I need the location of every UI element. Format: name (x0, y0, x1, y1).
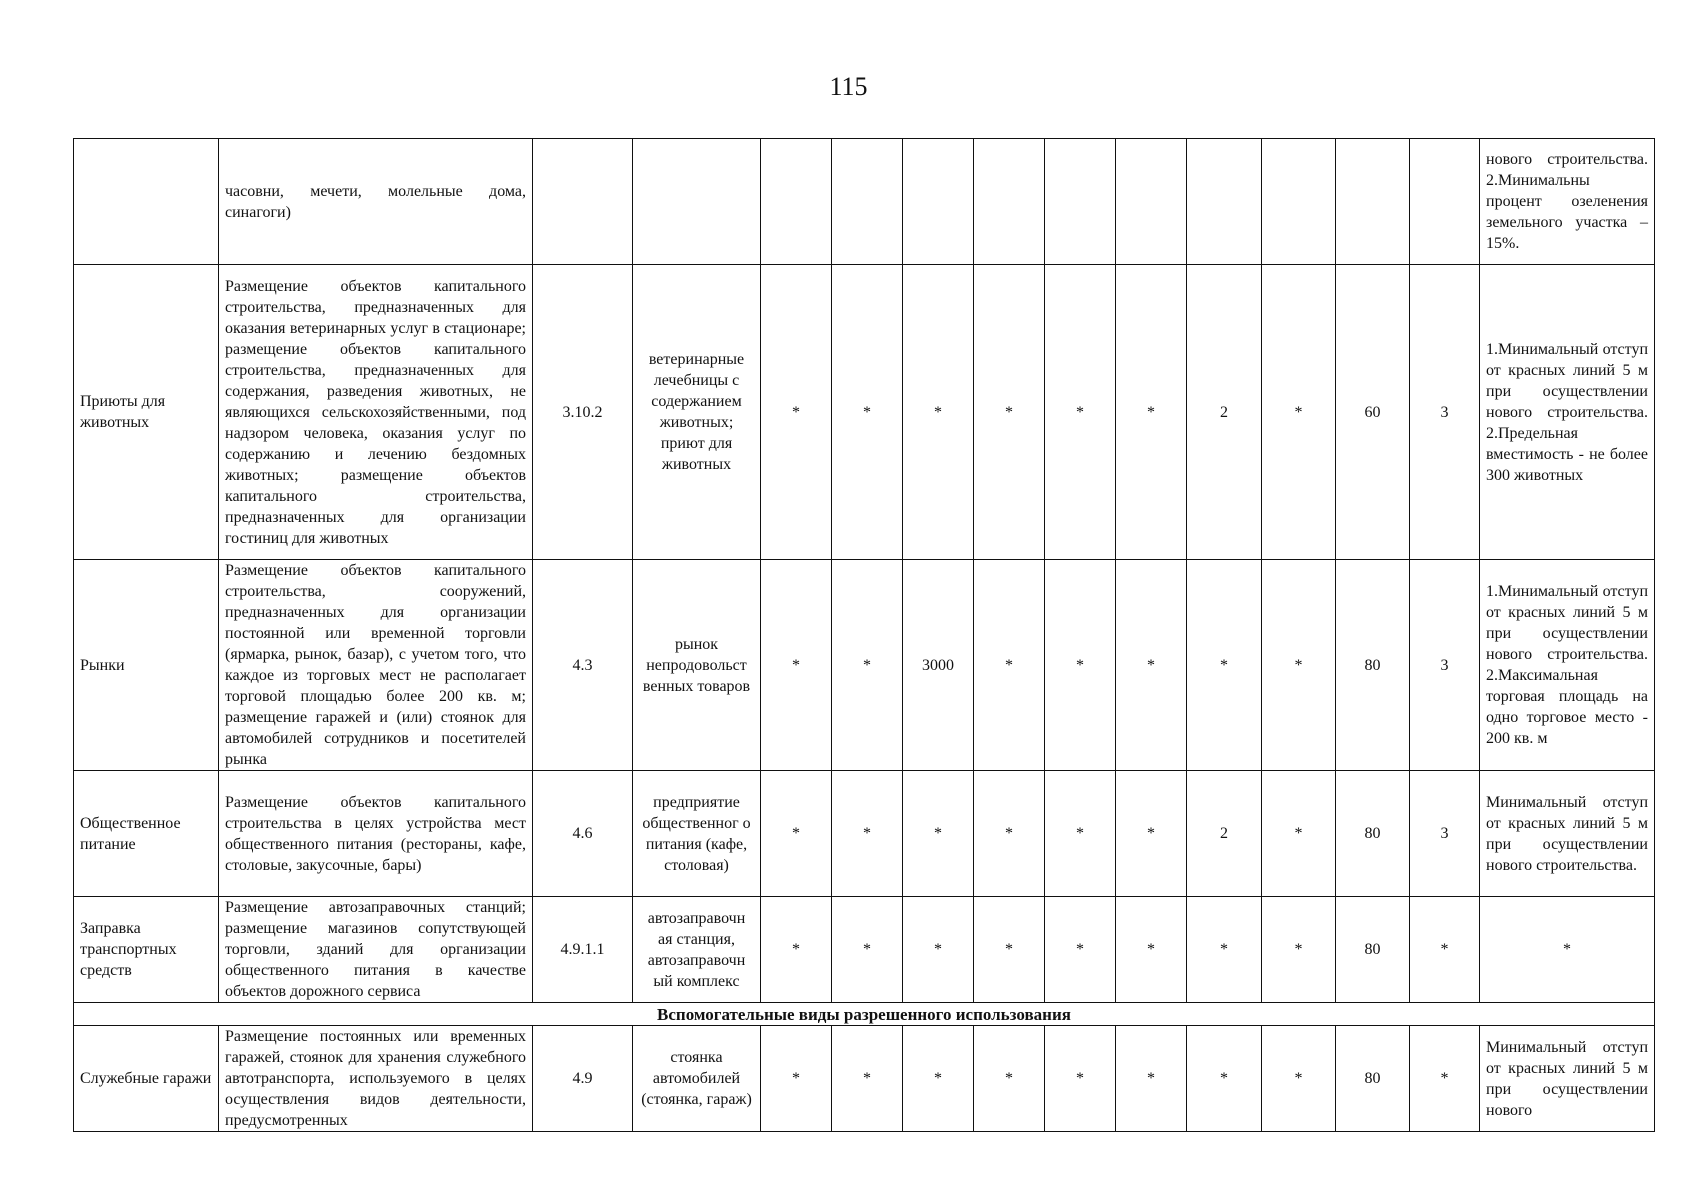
table-row (74, 897, 1655, 1003)
use-code-cell: 4.3 (533, 560, 633, 771)
param-cell-7 (1187, 139, 1262, 265)
use-description-cell: Размещение объектов капитального строительства в целях устройства мест общественного питания (рестораны, кафе, столовые, закусочные, бары) (219, 771, 533, 897)
param-cell-9: 80 (1336, 1026, 1410, 1132)
table-row (74, 560, 1655, 771)
param-cell-10: 3 (1410, 265, 1480, 560)
param-cell-6: * (1116, 560, 1187, 771)
page-number: 115 (829, 72, 868, 101)
param-cell-8: * (1262, 771, 1336, 897)
use-name-cell: Общественное питание (74, 771, 219, 897)
table-row (74, 1026, 1655, 1132)
use-name-cell: Заправка транспортных средств (74, 897, 219, 1003)
param-cell-10: * (1410, 897, 1480, 1003)
table-row (74, 139, 1655, 265)
use-description-cell: Размещение объектов капитального строительства, сооружений, предназначенных для организации постоянной или временной торговли (ярмарка, рынок, базар), с учетом того, что каждое из торговых мест не располагает торговой площадью более 200 кв. м; размещение гаражей и (или) стоянок для автомобилей сотрудников и посетителей рынка (219, 560, 533, 771)
param-cell-4: * (974, 560, 1045, 771)
param-cell-7: 2 (1187, 265, 1262, 560)
param-cell-10: 3 (1410, 560, 1480, 771)
param-cell-3: * (903, 265, 974, 560)
object-type-cell: стоянка автомобилей (стоянка, гараж) (633, 1026, 761, 1132)
section-title: Вспомогательные виды разрешенного использования (74, 1003, 1655, 1026)
param-cell-8: * (1262, 560, 1336, 771)
object-type-cell: предприятие общественног о питания (кафе, столовая) (633, 771, 761, 897)
param-cell-6: * (1116, 771, 1187, 897)
param-cell-2: * (832, 1026, 903, 1132)
param-cell-1: * (761, 1026, 832, 1132)
param-cell-2: * (832, 771, 903, 897)
param-cell-3 (903, 139, 974, 265)
param-cell-10: * (1410, 1026, 1480, 1132)
use-code-cell: 3.10.2 (533, 265, 633, 560)
object-type-cell (633, 139, 761, 265)
param-cell-9 (1336, 139, 1410, 265)
param-cell-2: * (832, 897, 903, 1003)
param-cell-9: 60 (1336, 265, 1410, 560)
param-cell-8: * (1262, 265, 1336, 560)
param-cell-8: * (1262, 897, 1336, 1003)
param-cell-5: * (1045, 897, 1116, 1003)
use-code-cell: 4.6 (533, 771, 633, 897)
param-cell-5: * (1045, 265, 1116, 560)
param-cell-4: * (974, 771, 1045, 897)
use-description-cell: Размещение постоянных или временных гаражей, стоянок для хранения служебного автотранспорта, используемого в целях осуществления видов деятельности, предусмотренных (219, 1026, 533, 1132)
param-cell-6 (1116, 139, 1187, 265)
notes-cell: 1.Минимальный отступ от красных линий 5 м при осуществлении нового строительства. 2.Предельная вместимость - не более 300 животных (1480, 265, 1655, 560)
param-cell-3: * (903, 897, 974, 1003)
param-cell-9: 80 (1336, 771, 1410, 897)
object-type-cell: автозаправочн ая станция, автозаправочн ый комплекс (633, 897, 761, 1003)
param-cell-3: * (903, 1026, 974, 1132)
regulations-table (73, 138, 1655, 1132)
param-cell-5: * (1045, 560, 1116, 771)
use-name-cell: Приюты для животных (74, 265, 219, 560)
param-cell-4: * (974, 897, 1045, 1003)
param-cell-4: * (974, 265, 1045, 560)
use-name-cell: Рынки (74, 560, 219, 771)
param-cell-6: * (1116, 1026, 1187, 1132)
param-cell-6: * (1116, 897, 1187, 1003)
use-description-cell: Размещение автозаправочных станций; размещение магазинов сопутствующей торговли, зданий для организации общественного питания в качестве объектов дорожного сервиса (219, 897, 533, 1003)
param-cell-2 (832, 139, 903, 265)
notes-cell: * (1480, 897, 1655, 1003)
param-cell-8: * (1262, 1026, 1336, 1132)
table-row (74, 265, 1655, 560)
use-code-cell: 4.9 (533, 1026, 633, 1132)
param-cell-1 (761, 139, 832, 265)
notes-cell: 1.Минимальный отступ от красных линий 5 м при осуществлении нового строительства. 2.Максимальная торговая площадь на одно торговое место - 200 кв. м (1480, 560, 1655, 771)
param-cell-1: * (761, 265, 832, 560)
use-name-cell (74, 139, 219, 265)
object-type-cell: рынок непродовольст венных товаров (633, 560, 761, 771)
param-cell-4 (974, 139, 1045, 265)
notes-cell: Минимальный отступ от красных линий 5 м при осуществлении нового строительства. (1480, 771, 1655, 897)
use-code-cell (533, 139, 633, 265)
param-cell-3: * (903, 771, 974, 897)
param-cell-9: 80 (1336, 897, 1410, 1003)
param-cell-7: * (1187, 560, 1262, 771)
notes-cell: нового строительства. 2.Минимальны процент озеленения земельного участка – 15%. (1480, 139, 1655, 265)
param-cell-5 (1045, 139, 1116, 265)
use-description-cell: Размещение объектов капитального строительства, предназначенных для оказания ветеринарных услуг в стационаре; размещение объектов капитального строительства, предназначенных для содержания, разведения животных, не являющихся сельскохозяйственными, под надзором человека, оказания услуг по содержанию и лечению бездомных животных; размещение объектов капитального строительства, предназначенных для организации гостиниц для животных (219, 265, 533, 560)
param-cell-5: * (1045, 1026, 1116, 1132)
param-cell-2: * (832, 560, 903, 771)
use-name-cell: Служебные гаражи (74, 1026, 219, 1132)
param-cell-8 (1262, 139, 1336, 265)
param-cell-9: 80 (1336, 560, 1410, 771)
param-cell-5: * (1045, 771, 1116, 897)
param-cell-1: * (761, 560, 832, 771)
table-row (74, 771, 1655, 897)
param-cell-1: * (761, 897, 832, 1003)
param-cell-3: 3000 (903, 560, 974, 771)
param-cell-7: * (1187, 897, 1262, 1003)
param-cell-6: * (1116, 265, 1187, 560)
param-cell-7: * (1187, 1026, 1262, 1132)
param-cell-2: * (832, 265, 903, 560)
use-code-cell: 4.9.1.1 (533, 897, 633, 1003)
param-cell-10 (1410, 139, 1480, 265)
param-cell-4: * (974, 1026, 1045, 1132)
use-description-cell: часовни, мечети, молельные дома, синагоги) (219, 139, 533, 265)
param-cell-1: * (761, 771, 832, 897)
object-type-cell: ветеринарные лечебницы с содержанием животных; приют для животных (633, 265, 761, 560)
notes-cell: Минимальный отступ от красных линий 5 м при осуществлении нового (1480, 1026, 1655, 1132)
param-cell-7: 2 (1187, 771, 1262, 897)
param-cell-10: 3 (1410, 771, 1480, 897)
section-header-row (74, 1003, 1655, 1026)
